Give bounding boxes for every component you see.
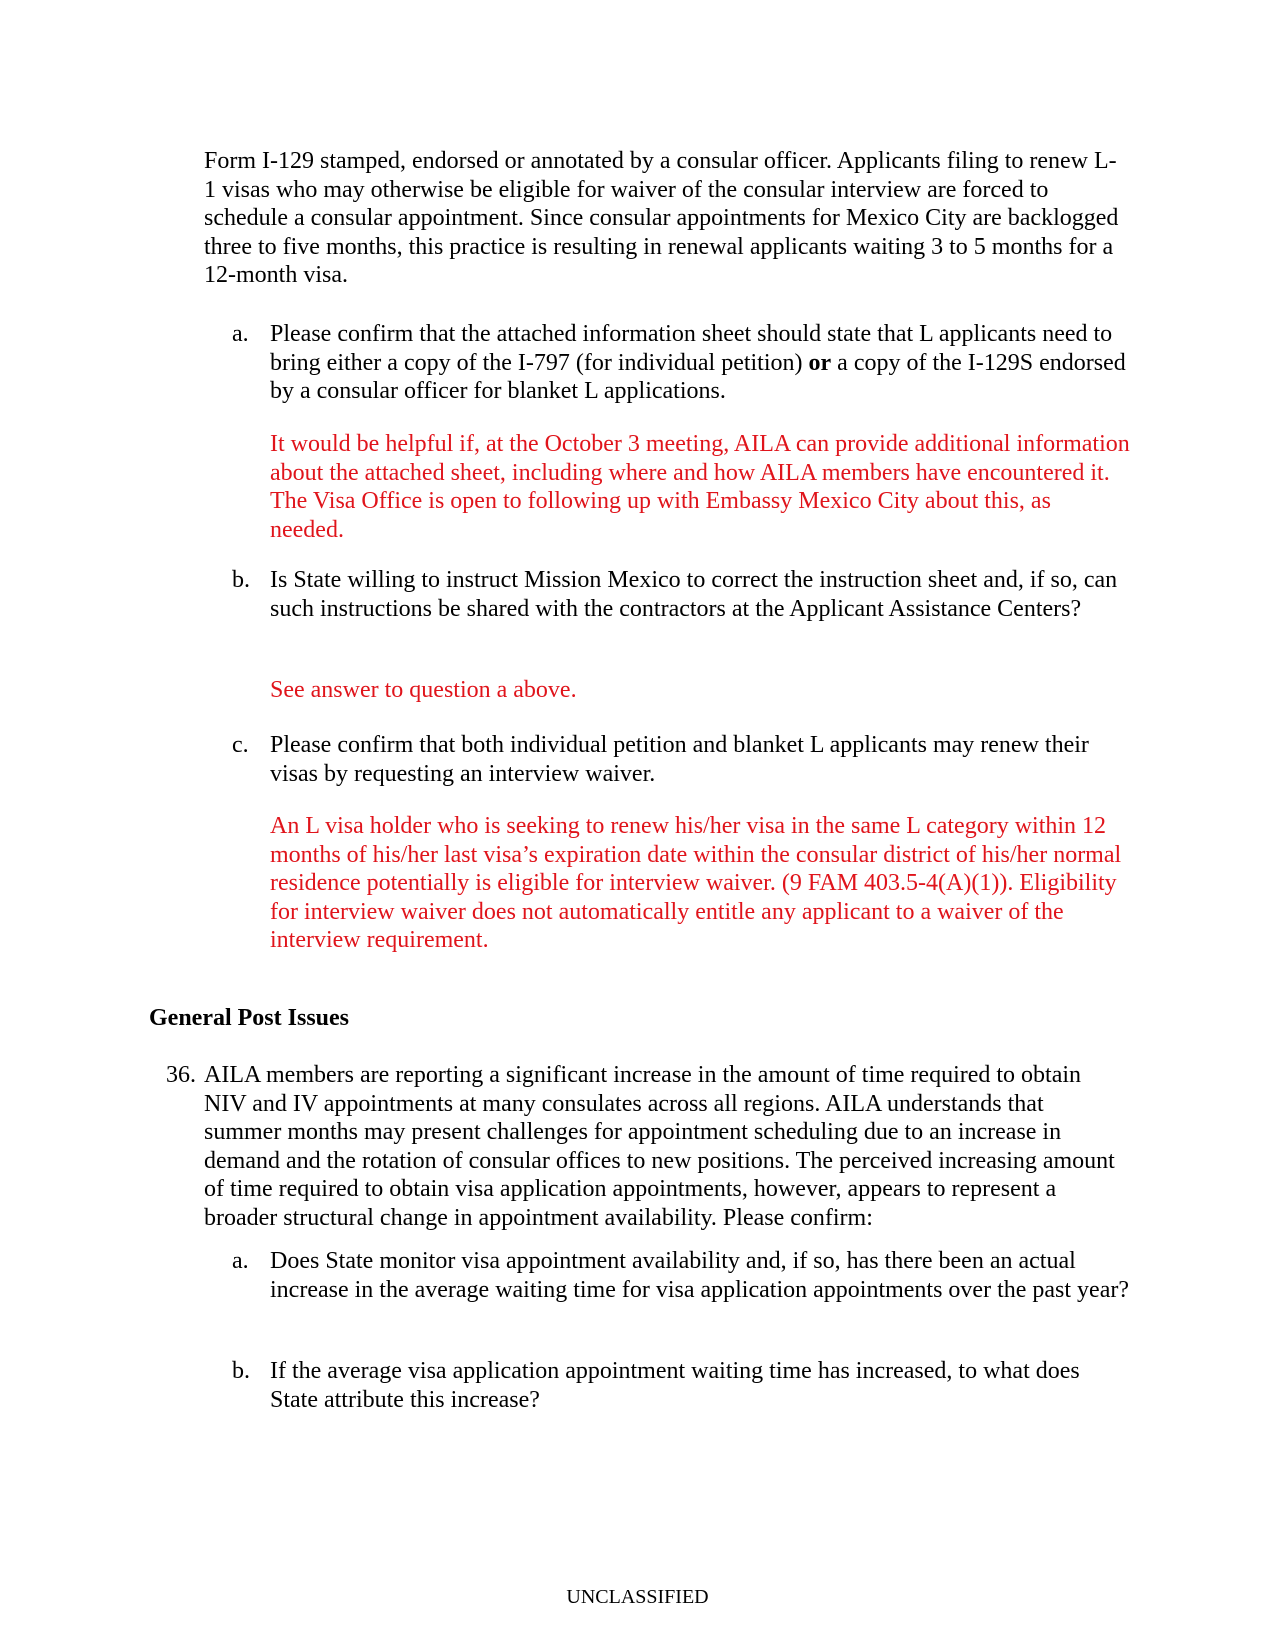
answer-c: An L visa holder who is seeking to renew his/her visa in the same L category within 12 months of his/her last visa’s expiration date within the consular district of his/her normal residence potentially is eligible for interview waiver. (9 FAM 403.5-4(A)(1)). Eligibility for interview waiver does not automatically entitle any applicant to a waiver of the interview requirement. (270, 813, 1122, 954)
question-a-text-part2: a copy of the I-129S endorsed by a consular officer for blanket L applications. (270, 349, 1126, 405)
item-36-number: 36. (166, 1062, 196, 1088)
intro-paragraph: Form I-129 stamped, endorsed or annotated by a consular officer. Applicants filing to renew L-1 visas who may otherwise be eligible for waiver of the consular interview are forced to schedule a consular appointment. Since consular appointments for Mexico City are backlogged three to five months, this practice is resulting in renewal applicants waiting 3 to 5 months for a 12-month visa. (204, 148, 1119, 289)
item-36-question-a-marker: a. (232, 1248, 249, 1274)
question-c-text: Please confirm that both individual petition and blanket L applicants may renew their visas by requesting an interview waiver. (270, 732, 1089, 787)
question-b-marker: b. (232, 567, 250, 593)
answer-a: It would be helpful if, at the October 3 meeting, AILA can provide additional information about the attached sheet, including where and how AILA members have encountered it. The Visa Office is open to following up with Embassy Mexico City about this, as needed. (270, 431, 1130, 543)
question-a-text-part1: Please confirm that the attached information sheet should state that L applicants need to bring either a copy of the I-797 (for individual petition) (270, 321, 1113, 376)
question-a-bold-or: or (808, 349, 832, 376)
item-36-text: AILA members are reporting a significant increase in the amount of time required to obtain NIV and IV appointments at many consulates across all regions. AILA understands that summer months may present challenges for appointment scheduling due to an increase in demand and the rotation of consular offices to new positions. The perceived increasing amount of time required to obtain visa application appointments, however, appears to represent a broader structural change in appointment availability. Please confirm: (204, 1062, 1115, 1231)
classification-footer: UNCLASSIFIED (566, 1586, 709, 1608)
item-36-question-a-text: Does State monitor visa appointment availability and, if so, has there been an actual increase in the average waiting time for visa application appointments over the past year? (270, 1248, 1130, 1303)
question-a-text (270, 320, 1130, 406)
section-heading: General Post Issues (149, 1005, 349, 1031)
answer-b: See answer to question a above. (270, 677, 577, 703)
question-c-marker: c. (232, 732, 249, 758)
item-36-question-b-text: If the average visa application appointment waiting time has increased, to what does State attribute this increase? (270, 1358, 1080, 1413)
question-b-text: Is State willing to instruct Mission Mexico to correct the instruction sheet and, if so, can such instructions be shared with the contractors at the Applicant Assistance Centers? (270, 567, 1118, 622)
question-a-marker: a. (232, 321, 249, 347)
item-36-question-b-marker: b. (232, 1358, 250, 1384)
